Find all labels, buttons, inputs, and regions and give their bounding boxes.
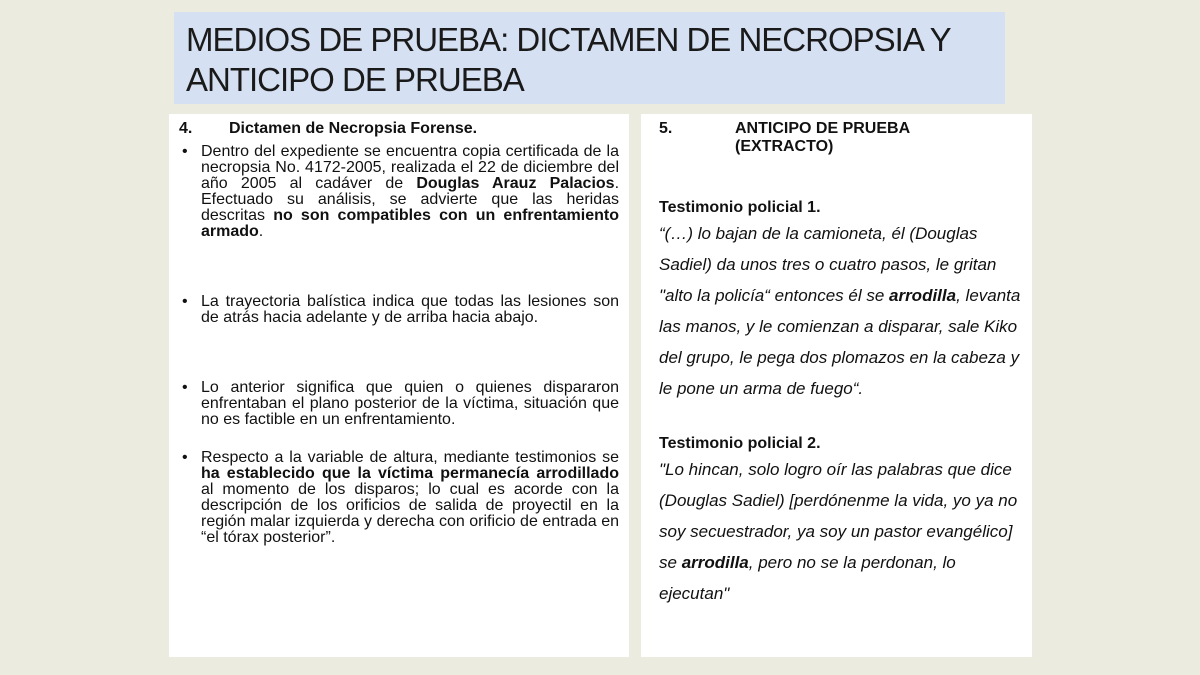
quote-text: , pero no se la perdonan, lo ejecutan": [659, 553, 956, 603]
bullet-text: .: [258, 223, 264, 240]
victim-name: Douglas Arauz Palacios: [416, 175, 615, 192]
quote-text: “(…) lo bajan de la camioneta, él (Douglas Sadiel) da unos tres o cuatro pasos, le gritan "alto la policía“ entonces él se: [659, 224, 997, 305]
bullet-text: Respecto a la variable de altura, mediante testimonios se: [201, 449, 619, 466]
anticipo-panel: [641, 114, 1032, 657]
quote-emphasis: arrodilla: [681, 553, 749, 572]
bullet-text: Dentro del expediente se encuentra copia certificada de la necropsia No. 4172-2005, realizada el 22 de diciembre del año 2005 al cadáver de: [201, 143, 619, 192]
necropsy-bullet-list: [177, 144, 619, 546]
bullet-emphasis: ha establecido que la víctima permanecía arrodillado: [201, 465, 619, 482]
quote-text: , levanta las manos, y le comienzan a disparar, sale Kiko del grupo, le pega dos plomazos en la cabeza y le pone un arma de fuego“.: [659, 286, 1021, 398]
testimony-2-quote: [659, 454, 1022, 609]
list-item: [177, 450, 619, 546]
title-banner: [174, 12, 1005, 104]
necropsy-section-number: 4.: [179, 120, 193, 137]
list-item: [177, 380, 619, 428]
slide-title: MEDIOS DE PRUEBA: DICTAMEN DE NECROPSIA Y ANTICIPO DE PRUEBA: [186, 21, 951, 98]
anticipo-section-title: ANTICIPO DE PRUEBA: [735, 120, 911, 137]
bullet-text: La trayectoria balística indica que todas las lesiones son de atrás hacia adelante y de arriba hacia abajo.: [201, 293, 619, 326]
quote-emphasis: arrodilla: [889, 286, 957, 305]
bullet-emphasis: no son compatibles con un enfrentamiento armado: [201, 207, 620, 240]
necropsy-section-title: Dictamen de Necropsia Forense.: [229, 120, 478, 137]
list-item: [177, 294, 619, 326]
testimony-2-heading: Testimonio policial 2.: [659, 435, 821, 452]
anticipo-title-block: [735, 120, 910, 156]
quote-text: "Lo hincan, solo logro oír las palabras que dice (Douglas Sadiel) [perdónenme la vida, yo ya no soy secuestrador, ya soy un pastor evangélico] se: [659, 460, 1018, 572]
necropsy-heading: [177, 120, 619, 138]
list-item: [177, 144, 619, 240]
bullet-text: Lo anterior significa que quien o quienes dispararon enfrentaban el plano posterior de la víctima, situación que no es factible en un enfrentamiento.: [201, 379, 619, 428]
anticipo-heading: [659, 120, 1022, 156]
testimony-1-quote: [659, 218, 1022, 404]
testimony-1-heading: Testimonio policial 1.: [659, 199, 821, 216]
anticipo-section-subtitle: (EXTRACTO): [735, 138, 834, 155]
bullet-text: . Efectuado su análisis, se advierte que las heridas descritas: [201, 175, 620, 224]
anticipo-section-number: 5.: [659, 120, 673, 137]
necropsy-panel: [169, 114, 629, 657]
bullet-text: al momento de los disparos; lo cual es acorde con la descripción de los orificios de salida de proyectil en la región malar izquierda y derecha con orificio de entrada en “el tórax posterior”.: [201, 481, 619, 546]
